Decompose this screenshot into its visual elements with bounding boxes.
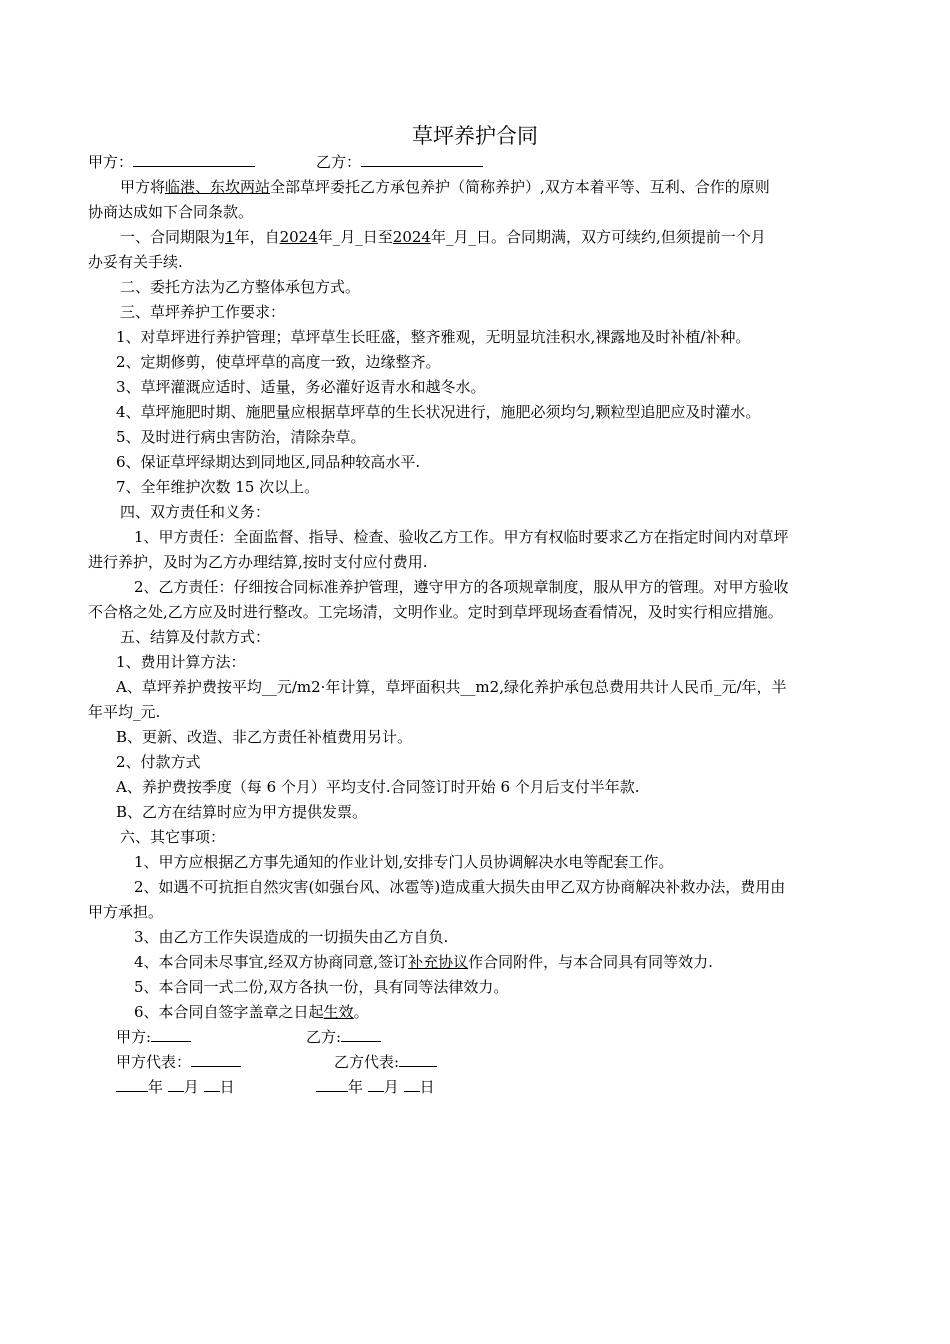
sign-party-b: 乙方: xyxy=(306,1027,381,1047)
article-3-item: 7、全年维护次数 15 次以上。 xyxy=(116,478,320,496)
article-3-item: 2、定期修剪，使草坪草的高度一致，边缘整齐。 xyxy=(116,353,441,371)
article-1-line-1: 一、合同期限为1年，自2024年_月_日至2024年_月_日。合同期满，双方可续约,但须提前一个月 xyxy=(120,228,766,246)
payment-clause-a: A、养护费按季度（每 6 个月）平均支付.合同签订时开始 6 个月后支付半年款. xyxy=(116,778,640,796)
other-item-5: 5、本合同一式二份,双方各执一份，具有同等法律效力。 xyxy=(134,978,509,996)
other-item-1: 1、甲方应根据乙方事先通知的作业计划,安排专门人员协调解决水电等配套工作。 xyxy=(134,853,674,871)
other-item-2-line-2: 甲方承担。 xyxy=(88,903,164,921)
article-3-item: 3、草坪灌溉应适时、适量，务必灌好返青水和越冬水。 xyxy=(116,378,486,396)
rep-party-b-blank xyxy=(399,1052,437,1067)
other-item-2-line-1: 2、如遇不可抗拒自然灾害(如强台风、冰雹等)造成重大损失由甲乙双方协商解决补救办法，费用由 xyxy=(134,878,786,896)
intro-line-2: 协商达成如下合同条款。 xyxy=(88,203,254,221)
other-item-6: 6、本合同自签字盖章之日起生效。 xyxy=(134,1003,369,1021)
sign-party-a-blank xyxy=(151,1027,191,1042)
document-title: 草坪养护合同 xyxy=(412,124,538,148)
article-2: 二、委托方法为乙方整体承包方式。 xyxy=(120,278,361,296)
site-name: 临港、东坎两站 xyxy=(165,178,271,196)
sign-party-a: 甲方: xyxy=(116,1027,191,1047)
article-3-item: 1、对草坪进行养护管理；草坪草生长旺盛，整齐雅观，无明显坑洼积水,裸露地及时补植/补种。 xyxy=(116,328,751,346)
date-party-a: 年 月 日 xyxy=(116,1077,235,1097)
rep-party-a-blank xyxy=(191,1052,241,1067)
party-a-duty-line-1: 1、甲方责任：全面监督、指导、检查、验收乙方工作。甲方有权临时要求乙方在指定时间内对草坪 xyxy=(134,528,789,546)
payment-clause-b: B、乙方在结算时应为甲方提供发票。 xyxy=(116,803,368,821)
fee-clause-a-line-1: A、草坪养护费按平均__元/m2·年计算，草坪面积共__m2,绿化养护承包总费用共计人民币_元/年，半 xyxy=(116,678,787,696)
party-a-duty-line-2: 进行养护，及时为乙方办理结算,按时支付应付费用. xyxy=(88,553,428,571)
sign-party-b-blank xyxy=(341,1027,381,1042)
party-a-blank xyxy=(133,152,255,167)
rep-party-a: 甲方代表： xyxy=(116,1052,241,1072)
other-item-4: 4、本合同未尽事宜,经双方协商同意,签订补充协议作合同附件，与本合同具有同等效力. xyxy=(134,953,713,971)
article-4-heading: 四、双方责任和义务： xyxy=(120,503,271,521)
other-item-3: 3、由乙方工作失误造成的一切损失由乙方自负. xyxy=(134,928,449,946)
article-3-heading: 三、草坪养护工作要求： xyxy=(120,303,286,321)
term-years: 1 xyxy=(225,228,235,246)
supplementary-agreement: 补充协议 xyxy=(408,953,469,971)
party-a-field xyxy=(88,152,255,172)
fee-clause-a-line-2: 年平均_元. xyxy=(88,703,161,721)
article-3-item: 6、保证草坪绿期达到同地区,同品种较高水平. xyxy=(116,453,421,471)
party-b-label: 乙方： xyxy=(316,153,362,171)
fee-method-heading: 1、费用计算方法： xyxy=(116,653,246,671)
rep-party-b: 乙方代表: xyxy=(334,1052,437,1072)
end-year: 2024 xyxy=(392,228,431,246)
payment-heading: 2、付款方式 xyxy=(116,753,201,771)
article-6-heading: 六、其它事项： xyxy=(120,828,226,846)
start-year: 2024 xyxy=(279,228,318,246)
party-b-duty-line-2: 不合格之处,乙方应及时进行整改。工完场清，文明作业。定时到草坪现场查看情况，及时实行相应措施。 xyxy=(88,603,783,621)
party-b-duty-line-1: 2、乙方责任：仔细按合同标准养护管理，遵守甲方的各项规章制度，服从甲方的管理。对甲方验收 xyxy=(134,578,789,596)
article-3-item: 5、及时进行病虫害防治，清除杂草。 xyxy=(116,428,366,446)
party-b-blank xyxy=(361,152,483,167)
article-1-line-2: 办妥有关手续. xyxy=(88,253,183,271)
intro-line-1: 甲方将临港、东坎两站全部草坪委托乙方承包养护（简称养护）,双方本着平等、互利、合作的原则 xyxy=(120,178,770,196)
party-a-label: 甲方： xyxy=(88,153,134,171)
article-3-item: 4、草坪施肥时期、施肥量应根据草坪草的生长状况进行，施肥必须均匀,颗粒型追肥应及时灌水。 xyxy=(116,403,761,421)
fee-clause-b: B、更新、改造、非乙方责任补植费用另计。 xyxy=(116,728,413,746)
party-b-field xyxy=(316,152,483,172)
article-5-heading: 五、结算及付款方式： xyxy=(120,628,271,646)
date-party-b: 年 月 日 xyxy=(316,1077,435,1097)
effective-text: 生效 xyxy=(323,1003,354,1021)
